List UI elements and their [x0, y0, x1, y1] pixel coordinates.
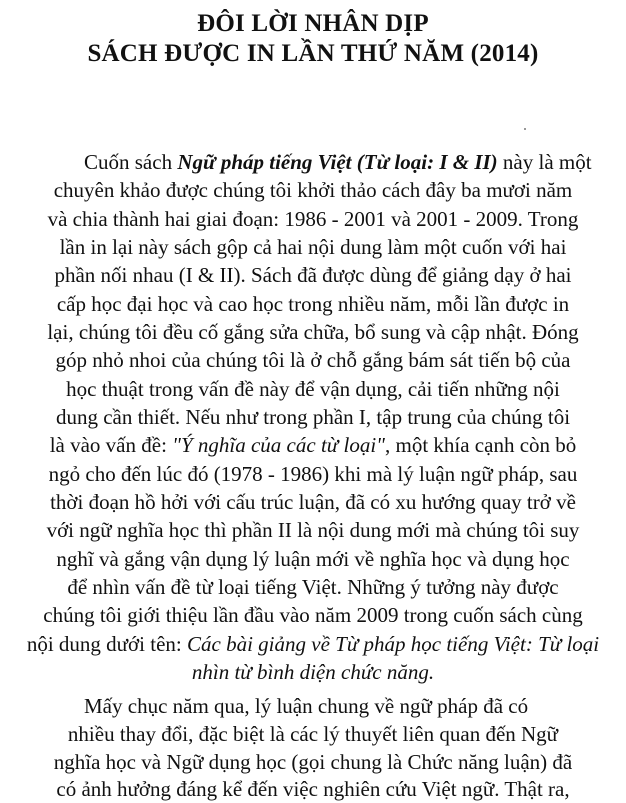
paragraph-1-line: phần nối nhau (I & II). Sách đã được dùng để giảng dạy ở hai [54, 263, 572, 287]
paragraph-1-line: để nhìn vấn đề từ loại tiếng Việt. Những ý tưởng này được [67, 575, 559, 599]
quoted-emphasis: "Ý nghĩa của các từ loại" [172, 433, 385, 457]
paragraph-1-line [0, 431, 626, 459]
paragraph-1-line: nghĩ và gắng vận dụng lý luận mới về nghĩa học và dụng học [56, 547, 570, 571]
paragraph-1-line: thời đoạn hồ hởi với cấu trúc luận, đã có xu hướng quay trở về [50, 490, 576, 514]
paragraph-2-line: nghĩa học và Ngữ dụng học (gọi chung là Chức năng luận) đã [53, 750, 573, 774]
text-span: là vào vấn đề: [49, 433, 173, 457]
page-title-line-2: SÁCH ĐƯỢC IN LẦN THỨ NĂM (2014) [87, 40, 539, 67]
paragraph-1-line: chuyên khảo được chúng tôi khởi thảo cách đây ba mươi năm [53, 178, 573, 202]
page-title-line-1: ĐÔI LỜI NHÂN DỊP [197, 10, 429, 37]
paragraph-1-line: lại, chúng tôi đều cố gắng sửa chữa, bổ sung và cập nhật. Đóng [47, 320, 579, 344]
paragraph-2-line: Mấy chục năm qua, lý luận chung về ngữ pháp đã có [84, 694, 529, 718]
paragraph-1-line: học thuật trong vấn đề này để vận dụng, cải tiến những nội [66, 377, 560, 401]
paragraph-1-line [0, 630, 626, 658]
text-span: Cuốn sách [84, 150, 178, 174]
book-title-emphasis: Ngữ pháp tiếng Việt (Từ loại: I & II) [177, 150, 498, 174]
paragraph-2-line: nhiều thay đổi, đặc biệt là các lý thuyết liên quan đến Ngữ [67, 722, 559, 746]
paragraph-1-line: nhìn từ bình diện chức năng. [191, 660, 435, 684]
paragraph-1-line: và chia thành hai giai đoạn: 1986 - 2001 và 2001 - 2009. Trong [47, 207, 579, 231]
paragraph-1-line: ngỏ cho đến lúc đó (1978 - 1986) khi mà lý luận ngữ pháp, sau [48, 462, 578, 486]
paragraph-1-line [84, 148, 604, 176]
text-span: này là một [497, 150, 592, 174]
paragraph-1-line: chúng tôi giới thiệu lần đầu vào năm 2009 trong cuốn sách cùng [43, 603, 583, 627]
paragraph-1-line: dung cần thiết. Nếu như trong phần I, tập trung của chúng tôi [55, 405, 571, 429]
text-span: nội dung dưới tên: [26, 632, 187, 656]
cited-title-emphasis: Các bài giảng về Từ pháp học tiếng Việt: Từ loại [187, 632, 600, 656]
paragraph-1-line: góp nhỏ nhoi của chúng tôi là ở chỗ gắng bám sát tiến bộ của [55, 348, 571, 372]
paragraph-1-line: lần in lại này sách gộp cả hai nội dung làm một cuốn với hai [59, 235, 567, 259]
paragraph-1-line: cấp học đại học và cao học trong nhiều năm, mỗi lần được in [56, 292, 570, 316]
scan-speck [524, 128, 526, 130]
paragraph-2-line: có ảnh hưởng đáng kể đến việc nghiên cứu Việt ngữ. Thật ra, [56, 777, 570, 801]
text-span: , một khía cạnh còn bỏ [384, 433, 577, 457]
paragraph-1-line: với ngữ nghĩa học thì phần II là nội dung mới mà chúng tôi suy [46, 518, 580, 542]
